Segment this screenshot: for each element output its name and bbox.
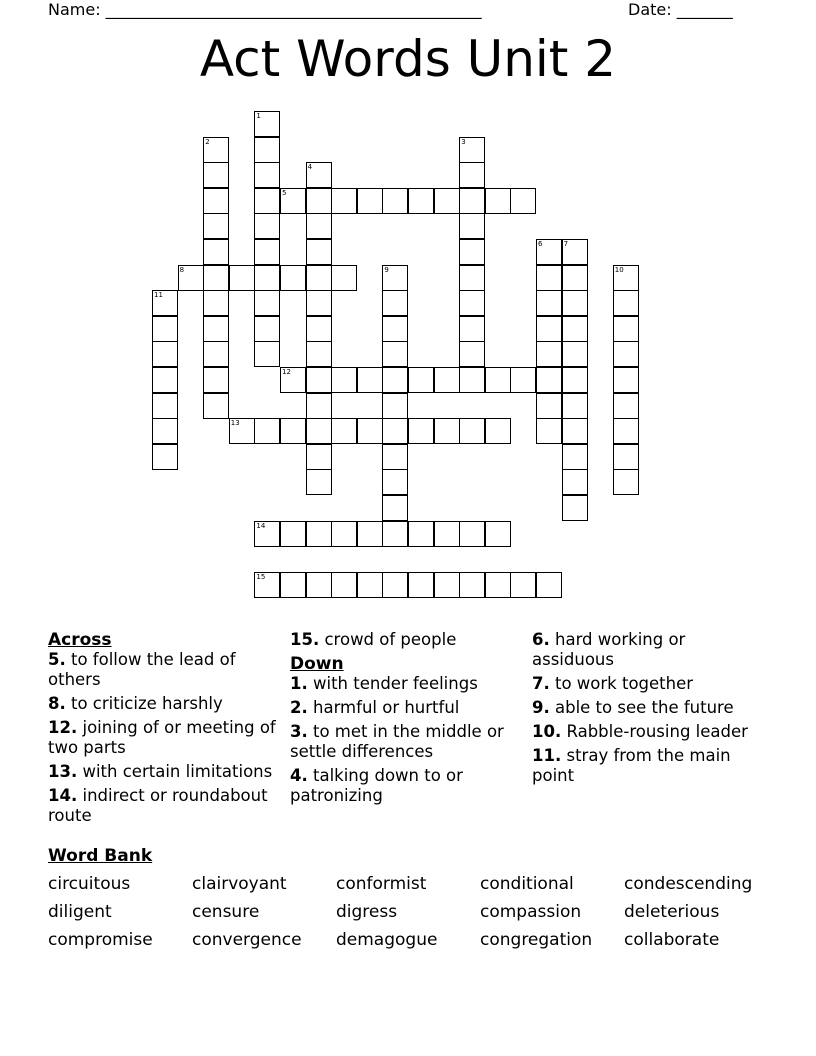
grid-cell[interactable] (434, 188, 460, 214)
down-clues-col-b (532, 630, 762, 790)
clue-number: 6 (538, 240, 543, 248)
grid-cell[interactable] (254, 239, 280, 265)
grid-cell[interactable] (382, 341, 408, 367)
grid-cell[interactable] (613, 290, 639, 316)
clue-number: 15 (256, 572, 266, 581)
grid-cell[interactable] (536, 316, 562, 342)
grid-cell[interactable] (485, 367, 511, 393)
grid-cell[interactable] (203, 265, 229, 291)
grid-cell[interactable] (254, 137, 280, 163)
across-clues (48, 630, 278, 830)
grid-cell[interactable] (562, 290, 588, 316)
across-heading: Across (48, 630, 112, 650)
grid-cell[interactable] (382, 495, 408, 521)
grid-cell[interactable] (459, 162, 485, 188)
grid-cell[interactable] (306, 265, 332, 291)
grid-cell[interactable] (229, 418, 255, 444)
word-bank-item: diligent (48, 902, 112, 922)
grid-cell[interactable] (613, 469, 639, 495)
clue-down-2: 2. harmful or hurtful (290, 698, 460, 717)
grid-cell[interactable] (306, 367, 332, 393)
clue-across-8: 8. to criticize harshly (48, 694, 223, 713)
grid-cell[interactable] (562, 444, 588, 470)
grid-cell[interactable] (562, 393, 588, 419)
clue-number: 7 (563, 240, 569, 248)
clue-number: 2 (205, 137, 210, 146)
grid-cell[interactable] (254, 265, 280, 291)
grid-cell[interactable] (306, 572, 332, 598)
grid-cell[interactable] (382, 290, 408, 316)
grid-cell[interactable] (536, 239, 562, 265)
grid-cell[interactable] (536, 290, 562, 316)
down-heading: Down (290, 654, 344, 674)
grid-cell[interactable] (152, 290, 178, 316)
grid-cell[interactable] (613, 265, 639, 291)
grid-cell[interactable] (152, 444, 178, 470)
word-bank-item: congregation (480, 930, 593, 950)
clue-down-7: 7. to work together (532, 674, 694, 693)
grid-cell[interactable] (459, 188, 485, 214)
grid-cell[interactable] (459, 367, 485, 393)
grid-cell[interactable] (408, 521, 434, 547)
word-bank-item: digress (336, 902, 398, 922)
grid-cell[interactable] (331, 265, 357, 291)
grid-cell[interactable] (382, 393, 408, 419)
grid-cell[interactable] (203, 162, 229, 188)
grid-cell[interactable] (306, 444, 332, 470)
clue-number: 8 (179, 265, 185, 274)
header (48, 0, 733, 19)
clue-number: 14 (256, 521, 266, 530)
grid-cell[interactable] (331, 188, 357, 214)
grid-cell[interactable] (203, 393, 229, 419)
grid-cell[interactable] (613, 418, 639, 444)
grid-cell[interactable] (306, 239, 332, 265)
grid-cell[interactable] (408, 572, 434, 598)
grid-cell[interactable] (254, 418, 280, 444)
grid-cell[interactable] (254, 188, 280, 214)
grid-cell[interactable] (203, 290, 229, 316)
clue-number: 3 (461, 137, 466, 146)
grid-cell[interactable] (152, 341, 178, 367)
grid-cell[interactable] (203, 367, 229, 393)
grid-cell[interactable] (280, 572, 306, 598)
grid-cell[interactable] (408, 188, 434, 214)
clue-number: 9 (384, 265, 389, 274)
grid-cell[interactable] (306, 162, 332, 188)
grid-cell[interactable] (203, 239, 229, 265)
grid-cell[interactable] (203, 316, 229, 342)
grid-cell[interactable] (434, 418, 460, 444)
clue-number: 1 (256, 112, 261, 120)
grid-cell[interactable] (382, 367, 408, 393)
grid-cell[interactable] (562, 316, 588, 342)
grid-cell[interactable] (613, 444, 639, 470)
grid-cell[interactable] (306, 341, 332, 367)
clue-across-12: 12. joining of or meeting of two parts (48, 718, 276, 757)
grid-cell[interactable] (254, 572, 280, 598)
word-bank-item: collaborate (624, 930, 720, 950)
grid-cell[interactable] (382, 418, 408, 444)
grid-cell[interactable] (306, 213, 332, 239)
grid-cell[interactable] (306, 316, 332, 342)
grid-cell[interactable] (434, 367, 460, 393)
grid-cell[interactable] (459, 265, 485, 291)
clue-down-3: 3. to met in the middle or settle differences (290, 722, 504, 761)
grid-cell[interactable] (459, 213, 485, 239)
grid-cell[interactable] (459, 341, 485, 367)
grid-cell[interactable] (280, 521, 306, 547)
word-bank-heading: Word Bank (48, 846, 153, 866)
grid-cell[interactable] (254, 111, 280, 137)
grid-cell[interactable] (382, 572, 408, 598)
grid-cell[interactable] (382, 265, 408, 291)
grid-cell[interactable] (613, 341, 639, 367)
grid-cell[interactable] (229, 265, 255, 291)
grid-cell[interactable] (331, 418, 357, 444)
grid-cell[interactable] (510, 367, 536, 393)
clue-number: 5 (282, 188, 287, 197)
grid-cell[interactable] (331, 572, 357, 598)
down-clues-col-a (290, 630, 520, 810)
grid-cell[interactable] (382, 444, 408, 470)
grid-cell[interactable] (203, 341, 229, 367)
clue-across-14: 14. indirect or roundabout route (48, 786, 268, 825)
grid-cell[interactable] (562, 367, 588, 393)
grid-cell[interactable] (306, 469, 332, 495)
grid-cell[interactable] (562, 265, 588, 291)
word-bank-item: circuitous (48, 874, 131, 894)
grid-cell[interactable] (357, 418, 383, 444)
grid-cell[interactable] (485, 521, 511, 547)
clue-number: 4 (307, 163, 313, 172)
grid-cell[interactable] (459, 572, 485, 598)
clue-number: 13 (230, 419, 240, 428)
grid-cell[interactable] (306, 521, 332, 547)
clue-across-15: 15. crowd of people (290, 630, 457, 649)
word-bank-item: compromise (48, 930, 153, 950)
grid-cell[interactable] (254, 290, 280, 316)
grid-cell[interactable] (254, 521, 280, 547)
grid-cell[interactable] (382, 521, 408, 547)
grid-cell[interactable] (536, 572, 562, 598)
grid-cell[interactable] (536, 341, 562, 367)
grid-cell[interactable] (562, 341, 588, 367)
grid-cell[interactable] (613, 367, 639, 393)
grid-cell[interactable] (203, 137, 229, 163)
word-bank-item: deleterious (624, 902, 720, 922)
grid-cell[interactable] (306, 188, 332, 214)
grid-cell[interactable] (280, 265, 306, 291)
name-field[interactable]: Name: _______________________________________________ (48, 0, 482, 19)
clue-number: 10 (614, 265, 624, 274)
grid-cell[interactable] (306, 393, 332, 419)
grid-cell[interactable] (536, 418, 562, 444)
grid-cell[interactable] (562, 495, 588, 521)
grid-cell[interactable] (459, 418, 485, 444)
grid-cell[interactable] (306, 290, 332, 316)
word-bank-item: convergence (192, 930, 302, 950)
grid-cell[interactable] (562, 418, 588, 444)
grid-cell[interactable] (152, 418, 178, 444)
clue-down-10: 10. Rabble-rousing leader (532, 722, 748, 741)
grid-cell[interactable] (152, 367, 178, 393)
grid-cell[interactable] (357, 521, 383, 547)
word-bank-item: conformist (336, 874, 427, 894)
grid-cell[interactable] (357, 367, 383, 393)
grid-cell[interactable] (280, 367, 306, 393)
grid-cell[interactable] (280, 418, 306, 444)
clue-across-5: 5. to follow the lead of others (48, 650, 236, 689)
grid-cell[interactable] (357, 188, 383, 214)
grid-cell[interactable] (485, 188, 511, 214)
grid-cell[interactable] (434, 521, 460, 547)
grid-cell[interactable] (331, 521, 357, 547)
grid-cell[interactable] (562, 239, 588, 265)
clue-number: 11 (154, 291, 163, 300)
grid-cell[interactable] (382, 469, 408, 495)
grid-cell[interactable] (254, 316, 280, 342)
grid-cell[interactable] (382, 316, 408, 342)
clue-down-11: 11. stray from the main point (532, 746, 731, 785)
grid-cell[interactable] (254, 213, 280, 239)
word-bank (48, 874, 788, 950)
clue-down-4: 4. talking down to or patronizing (290, 766, 463, 805)
clue-down-1: 1. with tender feelings (290, 674, 478, 693)
grid-cell[interactable] (408, 418, 434, 444)
grid-cell[interactable] (434, 572, 460, 598)
grid-cell[interactable] (485, 418, 511, 444)
word-bank-item: compassion (480, 902, 582, 922)
clue-across-13: 13. with certain limitations (48, 762, 273, 781)
grid-cell[interactable] (536, 367, 562, 393)
grid-cell[interactable] (280, 188, 306, 214)
grid-cell[interactable] (459, 316, 485, 342)
grid-cell[interactable] (306, 418, 332, 444)
clue-number: 12 (282, 368, 291, 376)
clue-down-6: 6. hard working or assiduous (532, 630, 686, 669)
grid-cell[interactable] (459, 521, 485, 547)
page-title: Act Words Unit 2 (199, 30, 617, 88)
grid-cell[interactable] (382, 188, 408, 214)
grid-cell[interactable] (178, 265, 204, 291)
grid-cell[interactable] (357, 572, 383, 598)
word-bank-item: censure (192, 902, 260, 922)
word-bank-item: condescending (624, 874, 753, 894)
grid-cell[interactable] (510, 572, 536, 598)
grid-cell[interactable] (510, 188, 536, 214)
grid-cell[interactable] (408, 367, 434, 393)
word-bank-item: conditional (480, 874, 574, 894)
grid-cell[interactable] (485, 572, 511, 598)
grid-cell[interactable] (152, 316, 178, 342)
grid-cell[interactable] (203, 188, 229, 214)
grid-cell[interactable] (613, 393, 639, 419)
grid-cell[interactable] (254, 341, 280, 367)
grid-cell[interactable] (254, 162, 280, 188)
word-bank-item: clairvoyant (192, 874, 287, 894)
word-bank-item: demagogue (336, 930, 438, 950)
grid-cell[interactable] (459, 137, 485, 163)
grid-cell[interactable] (562, 469, 588, 495)
grid-cell[interactable] (459, 239, 485, 265)
grid-cell[interactable] (536, 265, 562, 291)
date-field[interactable]: Date: _______ (628, 0, 733, 19)
grid-cell[interactable] (613, 316, 639, 342)
grid-cell[interactable] (459, 290, 485, 316)
grid-cell[interactable] (203, 213, 229, 239)
grid-cell[interactable] (536, 393, 562, 419)
grid-cell[interactable] (152, 393, 178, 419)
clue-down-9: 9. able to see the future (532, 698, 734, 717)
grid-cell[interactable] (331, 367, 357, 393)
